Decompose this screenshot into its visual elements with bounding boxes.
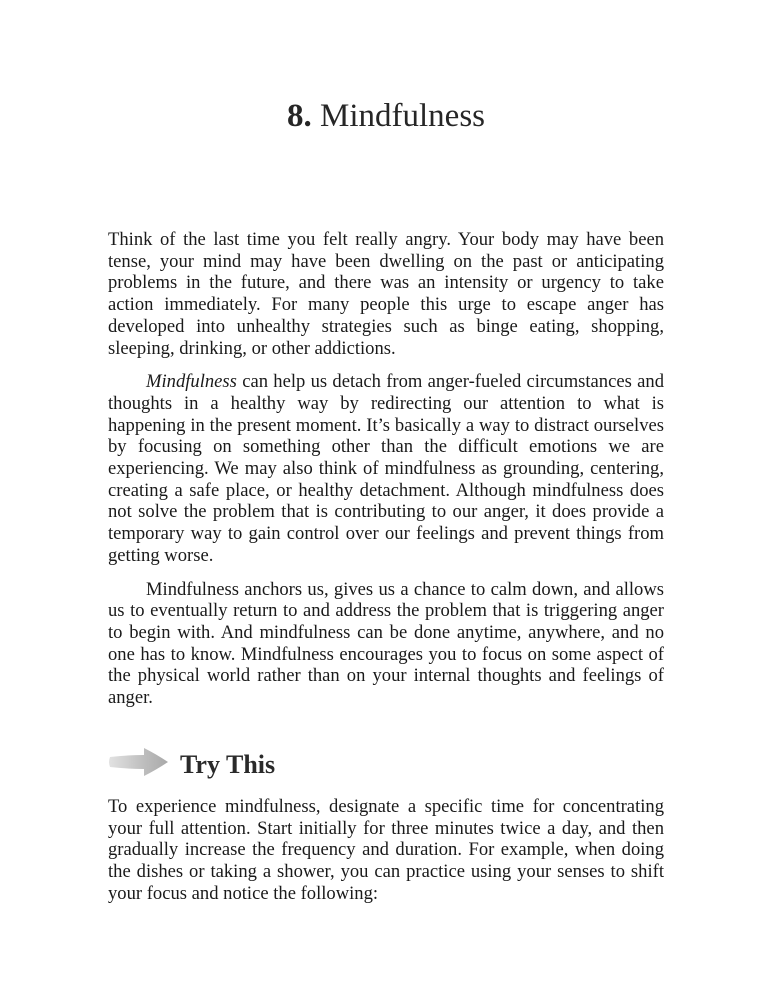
intro-section [108, 229, 664, 721]
chapter-title-text: Mindfulness [320, 98, 485, 134]
chapter-number: 8. [287, 98, 312, 134]
try-this-title: Try This [180, 750, 276, 779]
intro-paragraph-3: Mindfulness anchors us, gives us a chance to calm down, and allows us to eventually return to and address the problem that is triggering anger to begin with. And mindfulness can be done anytime, anywhere, and no one has to know. Mindfulness encourages you to focus on some aspect of the physical world rather than on your internal thoughts and feelings of anger. [108, 578, 664, 709]
intro-paragraph-2-text: can help us detach from anger-fueled circumstances and thoughts in a healthy way by redirecting our attention to what is happening in the present moment. It’s basically a way to distract ourselves by focusing on something other than the difficult emotions we are experiencing. We may also think of mindfulness as grounding, centering, creating a safe place, or healthy detachment. Although mindfulness does not solve the problem that is contributing to our anger, it does provide a temporary way to gain control over our feelings and prevent things from getting worse. [108, 371, 664, 566]
try-this-paragraph: To experience mindfulness, designate a specific time for concentrating your full attention. Start initially for three minutes twice a day, and then gradually increase the frequency and duration. For example, when doing the dishes or taking a shower, you can practice using your senses to shift your focus and notice the following: [108, 796, 664, 904]
try-this-heading [108, 742, 508, 786]
intro-paragraph-2 [108, 371, 664, 566]
chapter-title [0, 96, 772, 136]
intro-paragraph-1: Think of the last time you felt really angry. Your body may have been tense, your mind may have been dwelling on the past or anticipating problems in the future, and there was an intensity or urgency to take action immediately. For many people this urge to escape anger has developed into unhealthy strategies such as binge eating, shopping, sleeping, drinking, or other addictions. [108, 229, 664, 359]
try-this-section [108, 796, 664, 917]
arrow-right-icon [108, 744, 170, 780]
mindfulness-term: Mindfulness [146, 371, 237, 393]
